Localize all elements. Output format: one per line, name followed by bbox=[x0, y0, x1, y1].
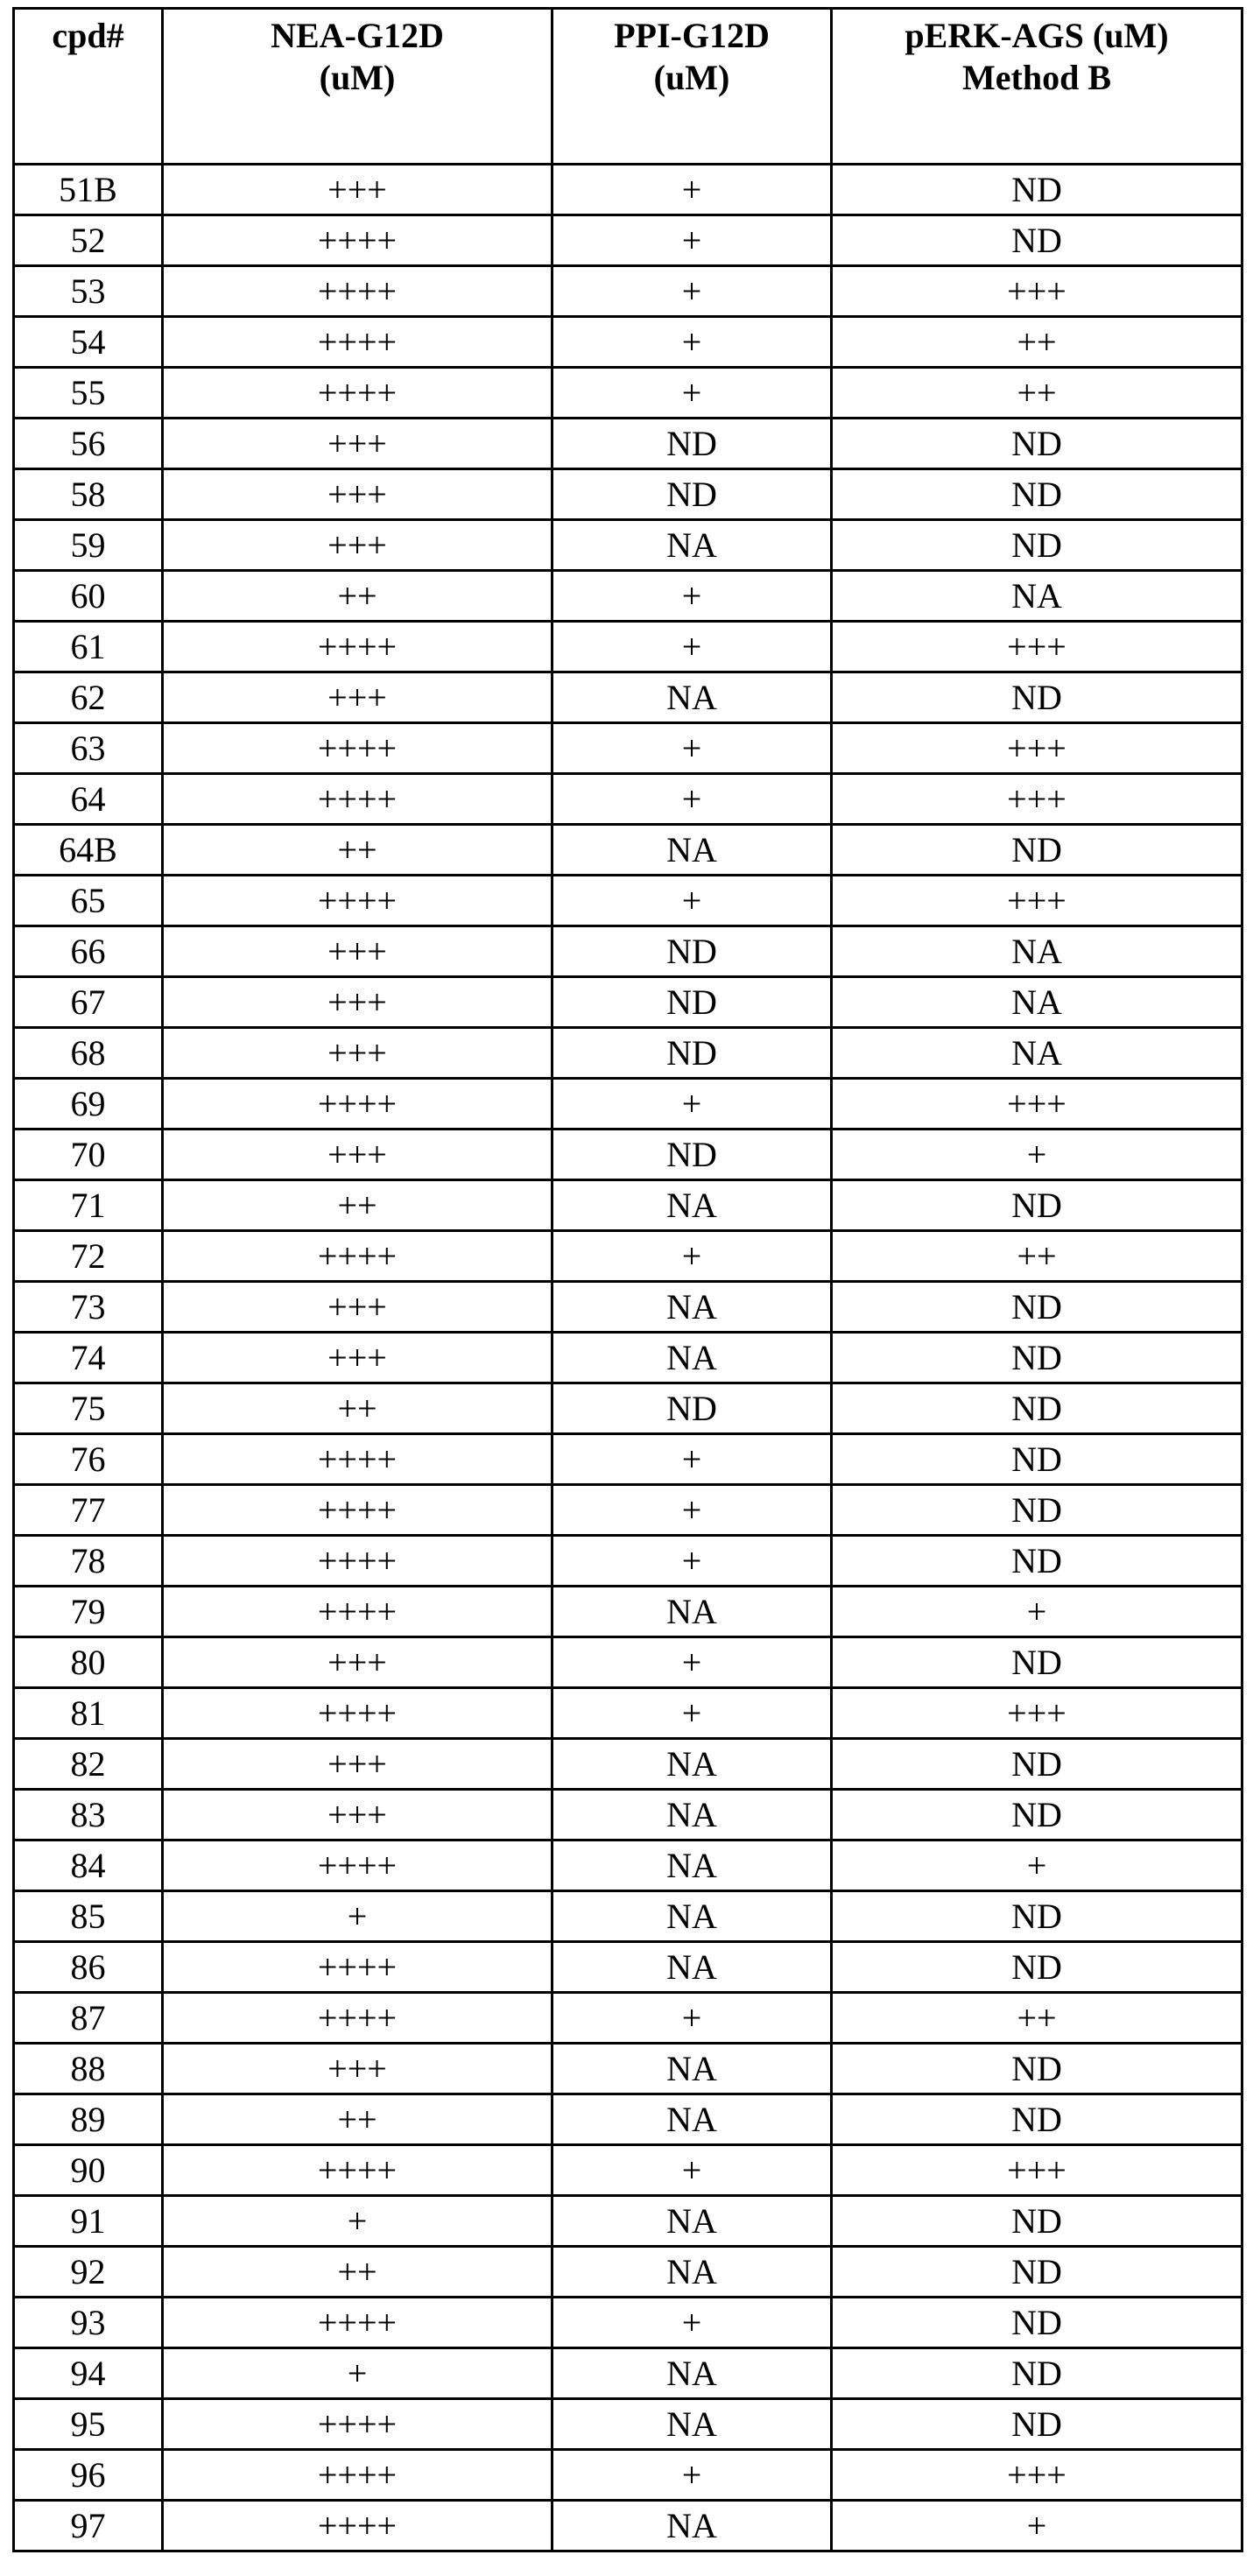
table-row bbox=[14, 2348, 1242, 2399]
cpd-cell: 85 bbox=[14, 1891, 163, 1942]
nea-g12d-cell: ++ bbox=[163, 2094, 553, 2145]
cpd-cell: 59 bbox=[14, 520, 163, 571]
ppi-g12d-cell: + bbox=[553, 774, 832, 825]
ppi-g12d-cell: ND bbox=[553, 419, 832, 469]
table-row bbox=[14, 926, 1242, 977]
cpd-cell: 55 bbox=[14, 368, 163, 419]
table-row bbox=[14, 419, 1242, 469]
cpd-cell: 74 bbox=[14, 1333, 163, 1383]
table-row bbox=[14, 876, 1242, 926]
perk-ags-cell: ND bbox=[832, 2298, 1242, 2348]
perk-ags-cell: ND bbox=[832, 825, 1242, 876]
header-row bbox=[14, 9, 1242, 165]
ppi-g12d-cell: + bbox=[553, 2145, 832, 2196]
table-row bbox=[14, 266, 1242, 317]
table-row bbox=[14, 622, 1242, 672]
header-nea-line2: (uM) bbox=[164, 57, 551, 99]
nea-g12d-cell: ++++ bbox=[163, 266, 553, 317]
nea-g12d-cell: ++++ bbox=[163, 1434, 553, 1485]
nea-g12d-cell: ++++ bbox=[163, 2501, 553, 2551]
perk-ags-cell: ++ bbox=[832, 317, 1242, 368]
perk-ags-cell: ND bbox=[832, 215, 1242, 266]
header-perk-line2: Method B bbox=[833, 57, 1241, 99]
nea-g12d-cell: +++ bbox=[163, 1790, 553, 1841]
perk-ags-cell: ND bbox=[832, 1383, 1242, 1434]
cpd-cell: 58 bbox=[14, 469, 163, 520]
ppi-g12d-cell: NA bbox=[553, 672, 832, 723]
header-nea-line1: NEA-G12D bbox=[164, 15, 551, 57]
header-cpd-line1: cpd# bbox=[15, 15, 161, 57]
cpd-cell: 73 bbox=[14, 1282, 163, 1333]
perk-ags-cell: +++ bbox=[832, 622, 1242, 672]
table-row bbox=[14, 2399, 1242, 2450]
header-cpd bbox=[14, 9, 163, 165]
cpd-cell: 65 bbox=[14, 876, 163, 926]
cpd-cell: 76 bbox=[14, 1434, 163, 1485]
perk-ags-cell: ND bbox=[832, 1637, 1242, 1688]
ppi-g12d-cell: NA bbox=[553, 1790, 832, 1841]
header-perk-ags bbox=[832, 9, 1242, 165]
cpd-cell: 82 bbox=[14, 1739, 163, 1790]
cpd-cell: 62 bbox=[14, 672, 163, 723]
perk-ags-cell: + bbox=[832, 2501, 1242, 2551]
perk-ags-cell: ND bbox=[832, 2094, 1242, 2145]
ppi-g12d-cell: NA bbox=[553, 520, 832, 571]
nea-g12d-cell: + bbox=[163, 2348, 553, 2399]
ppi-g12d-cell: + bbox=[553, 266, 832, 317]
table-row bbox=[14, 1942, 1242, 1993]
table-row bbox=[14, 215, 1242, 266]
cpd-cell: 86 bbox=[14, 1942, 163, 1993]
nea-g12d-cell: ++++ bbox=[163, 1536, 553, 1587]
table-row bbox=[14, 1891, 1242, 1942]
nea-g12d-cell: ++++ bbox=[163, 1231, 553, 1282]
ppi-g12d-cell: + bbox=[553, 1993, 832, 2044]
ppi-g12d-cell: + bbox=[553, 1688, 832, 1739]
perk-ags-cell: ND bbox=[832, 1180, 1242, 1231]
ppi-g12d-cell: + bbox=[553, 1637, 832, 1688]
cpd-cell: 79 bbox=[14, 1587, 163, 1637]
perk-ags-cell: +++ bbox=[832, 774, 1242, 825]
ppi-g12d-cell: + bbox=[553, 622, 832, 672]
nea-g12d-cell: ++++ bbox=[163, 723, 553, 774]
nea-g12d-cell: ++++ bbox=[163, 215, 553, 266]
table-row bbox=[14, 672, 1242, 723]
nea-g12d-cell: +++ bbox=[163, 672, 553, 723]
cpd-cell: 93 bbox=[14, 2298, 163, 2348]
table-row bbox=[14, 1383, 1242, 1434]
perk-ags-cell: ND bbox=[832, 1434, 1242, 1485]
cpd-cell: 90 bbox=[14, 2145, 163, 2196]
table-row bbox=[14, 165, 1242, 215]
table-row bbox=[14, 1536, 1242, 1587]
cpd-cell: 66 bbox=[14, 926, 163, 977]
ppi-g12d-cell: + bbox=[553, 2298, 832, 2348]
cpd-cell: 95 bbox=[14, 2399, 163, 2450]
nea-g12d-cell: ++++ bbox=[163, 368, 553, 419]
perk-ags-cell: NA bbox=[832, 1028, 1242, 1079]
cpd-cell: 52 bbox=[14, 215, 163, 266]
ppi-g12d-cell: ND bbox=[553, 1028, 832, 1079]
ppi-g12d-cell: NA bbox=[553, 2247, 832, 2298]
table-row bbox=[14, 1790, 1242, 1841]
table-row bbox=[14, 1282, 1242, 1333]
header-ppi-line2: (uM) bbox=[553, 57, 830, 99]
ppi-g12d-cell: NA bbox=[553, 2399, 832, 2450]
cpd-cell: 54 bbox=[14, 317, 163, 368]
table-row bbox=[14, 2298, 1242, 2348]
table-row bbox=[14, 1180, 1242, 1231]
cpd-cell: 87 bbox=[14, 1993, 163, 2044]
cpd-cell: 69 bbox=[14, 1079, 163, 1130]
header-perk-line1: pERK-AGS (uM) bbox=[833, 15, 1241, 57]
nea-g12d-cell: ++++ bbox=[163, 2450, 553, 2501]
table-row bbox=[14, 774, 1242, 825]
table-row bbox=[14, 520, 1242, 571]
table-row bbox=[14, 2094, 1242, 2145]
table-row bbox=[14, 571, 1242, 622]
perk-ags-cell: ND bbox=[832, 1739, 1242, 1790]
cpd-cell: 72 bbox=[14, 1231, 163, 1282]
nea-g12d-cell: ++++ bbox=[163, 1587, 553, 1637]
cpd-cell: 91 bbox=[14, 2196, 163, 2247]
cpd-cell: 92 bbox=[14, 2247, 163, 2298]
ppi-g12d-cell: NA bbox=[553, 1180, 832, 1231]
nea-g12d-cell: + bbox=[163, 2196, 553, 2247]
perk-ags-cell: ND bbox=[832, 1485, 1242, 1536]
cpd-cell: 96 bbox=[14, 2450, 163, 2501]
ppi-g12d-cell: ND bbox=[553, 1383, 832, 1434]
cpd-cell: 60 bbox=[14, 571, 163, 622]
perk-ags-cell: ND bbox=[832, 1536, 1242, 1587]
nea-g12d-cell: ++++ bbox=[163, 1942, 553, 1993]
ppi-g12d-cell: NA bbox=[553, 2501, 832, 2551]
table-row bbox=[14, 2044, 1242, 2094]
ppi-g12d-cell: + bbox=[553, 1434, 832, 1485]
perk-ags-cell: +++ bbox=[832, 2145, 1242, 2196]
nea-g12d-cell: ++++ bbox=[163, 876, 553, 926]
cpd-cell: 94 bbox=[14, 2348, 163, 2399]
nea-g12d-cell: +++ bbox=[163, 1333, 553, 1383]
cpd-cell: 97 bbox=[14, 2501, 163, 2551]
nea-g12d-cell: +++ bbox=[163, 2044, 553, 2094]
table-row bbox=[14, 1434, 1242, 1485]
ppi-g12d-cell: NA bbox=[553, 1333, 832, 1383]
table-row bbox=[14, 1688, 1242, 1739]
nea-g12d-cell: ++++ bbox=[163, 1841, 553, 1891]
ppi-g12d-cell: + bbox=[553, 571, 832, 622]
cpd-cell: 61 bbox=[14, 622, 163, 672]
ppi-g12d-cell: + bbox=[553, 1536, 832, 1587]
table-row bbox=[14, 1333, 1242, 1383]
table-row bbox=[14, 1231, 1242, 1282]
ppi-g12d-cell: + bbox=[553, 1231, 832, 1282]
nea-g12d-cell: ++++ bbox=[163, 1079, 553, 1130]
perk-ags-cell: ND bbox=[832, 2399, 1242, 2450]
table-row bbox=[14, 977, 1242, 1028]
table-row bbox=[14, 2247, 1242, 2298]
nea-g12d-cell: + bbox=[163, 1891, 553, 1942]
perk-ags-cell: ND bbox=[832, 2196, 1242, 2247]
perk-ags-cell: +++ bbox=[832, 876, 1242, 926]
nea-g12d-cell: +++ bbox=[163, 165, 553, 215]
nea-g12d-cell: +++ bbox=[163, 1282, 553, 1333]
perk-ags-cell: ++ bbox=[832, 1231, 1242, 1282]
table-row bbox=[14, 2196, 1242, 2247]
table-row bbox=[14, 723, 1242, 774]
ppi-g12d-cell: ND bbox=[553, 1130, 832, 1180]
table-row bbox=[14, 1841, 1242, 1891]
cpd-cell: 53 bbox=[14, 266, 163, 317]
perk-ags-cell: ND bbox=[832, 1891, 1242, 1942]
perk-ags-cell: NA bbox=[832, 977, 1242, 1028]
nea-g12d-cell: +++ bbox=[163, 1739, 553, 1790]
header-ppi-line1: PPI-G12D bbox=[553, 15, 830, 57]
cpd-cell: 80 bbox=[14, 1637, 163, 1688]
cpd-cell: 89 bbox=[14, 2094, 163, 2145]
perk-ags-cell: + bbox=[832, 1587, 1242, 1637]
perk-ags-cell: ND bbox=[832, 2247, 1242, 2298]
table-row bbox=[14, 368, 1242, 419]
ppi-g12d-cell: ND bbox=[553, 977, 832, 1028]
nea-g12d-cell: ++++ bbox=[163, 622, 553, 672]
ppi-g12d-cell: + bbox=[553, 215, 832, 266]
cpd-cell: 78 bbox=[14, 1536, 163, 1587]
perk-ags-cell: NA bbox=[832, 571, 1242, 622]
perk-ags-cell: +++ bbox=[832, 723, 1242, 774]
nea-g12d-cell: +++ bbox=[163, 1637, 553, 1688]
nea-g12d-cell: ++ bbox=[163, 2247, 553, 2298]
ppi-g12d-cell: NA bbox=[553, 825, 832, 876]
perk-ags-cell: ND bbox=[832, 2044, 1242, 2094]
header-nea-g12d bbox=[163, 9, 553, 165]
nea-g12d-cell: ++++ bbox=[163, 2298, 553, 2348]
ppi-g12d-cell: + bbox=[553, 723, 832, 774]
nea-g12d-cell: ++ bbox=[163, 1383, 553, 1434]
perk-ags-cell: ND bbox=[832, 520, 1242, 571]
perk-ags-cell: ND bbox=[832, 1282, 1242, 1333]
perk-ags-cell: +++ bbox=[832, 1688, 1242, 1739]
ppi-g12d-cell: + bbox=[553, 876, 832, 926]
table-row bbox=[14, 1739, 1242, 1790]
perk-ags-cell: +++ bbox=[832, 1079, 1242, 1130]
table-row bbox=[14, 1993, 1242, 2044]
perk-ags-cell: ND bbox=[832, 672, 1242, 723]
nea-g12d-cell: ++++ bbox=[163, 2399, 553, 2450]
cpd-cell: 64 bbox=[14, 774, 163, 825]
ppi-g12d-cell: NA bbox=[553, 2348, 832, 2399]
table-body bbox=[14, 165, 1242, 2551]
nea-g12d-cell: ++ bbox=[163, 825, 553, 876]
cpd-cell: 75 bbox=[14, 1383, 163, 1434]
activity-table bbox=[12, 7, 1243, 2552]
ppi-g12d-cell: NA bbox=[553, 1587, 832, 1637]
nea-g12d-cell: +++ bbox=[163, 469, 553, 520]
table-row bbox=[14, 1587, 1242, 1637]
cpd-cell: 71 bbox=[14, 1180, 163, 1231]
perk-ags-cell: + bbox=[832, 1130, 1242, 1180]
ppi-g12d-cell: + bbox=[553, 1485, 832, 1536]
cpd-cell: 83 bbox=[14, 1790, 163, 1841]
table-row bbox=[14, 1130, 1242, 1180]
table-row bbox=[14, 1485, 1242, 1536]
perk-ags-cell: ++ bbox=[832, 368, 1242, 419]
nea-g12d-cell: ++++ bbox=[163, 774, 553, 825]
cpd-cell: 70 bbox=[14, 1130, 163, 1180]
table-row bbox=[14, 317, 1242, 368]
perk-ags-cell: ++ bbox=[832, 1993, 1242, 2044]
ppi-g12d-cell: NA bbox=[553, 1891, 832, 1942]
ppi-g12d-cell: ND bbox=[553, 469, 832, 520]
ppi-g12d-cell: + bbox=[553, 1079, 832, 1130]
table-row bbox=[14, 825, 1242, 876]
table-row bbox=[14, 1079, 1242, 1130]
cpd-cell: 84 bbox=[14, 1841, 163, 1891]
perk-ags-cell: ND bbox=[832, 1942, 1242, 1993]
cpd-cell: 64B bbox=[14, 825, 163, 876]
cpd-cell: 88 bbox=[14, 2044, 163, 2094]
ppi-g12d-cell: NA bbox=[553, 2196, 832, 2247]
nea-g12d-cell: ++++ bbox=[163, 317, 553, 368]
cpd-cell: 63 bbox=[14, 723, 163, 774]
header-ppi-g12d bbox=[553, 9, 832, 165]
table-row bbox=[14, 1028, 1242, 1079]
ppi-g12d-cell: + bbox=[553, 165, 832, 215]
ppi-g12d-cell: NA bbox=[553, 1942, 832, 1993]
table-row bbox=[14, 2145, 1242, 2196]
nea-g12d-cell: +++ bbox=[163, 1130, 553, 1180]
perk-ags-cell: ND bbox=[832, 165, 1242, 215]
nea-g12d-cell: ++++ bbox=[163, 1485, 553, 1536]
ppi-g12d-cell: NA bbox=[553, 1282, 832, 1333]
perk-ags-cell: ND bbox=[832, 419, 1242, 469]
nea-g12d-cell: ++++ bbox=[163, 2145, 553, 2196]
ppi-g12d-cell: ND bbox=[553, 926, 832, 977]
nea-g12d-cell: +++ bbox=[163, 1028, 553, 1079]
nea-g12d-cell: ++++ bbox=[163, 1688, 553, 1739]
cpd-cell: 56 bbox=[14, 419, 163, 469]
cpd-cell: 68 bbox=[14, 1028, 163, 1079]
cpd-cell: 77 bbox=[14, 1485, 163, 1536]
ppi-g12d-cell: + bbox=[553, 2450, 832, 2501]
table-row bbox=[14, 2450, 1242, 2501]
table-row bbox=[14, 2501, 1242, 2551]
perk-ags-cell: +++ bbox=[832, 2450, 1242, 2501]
ppi-g12d-cell: + bbox=[553, 368, 832, 419]
perk-ags-cell: +++ bbox=[832, 266, 1242, 317]
nea-g12d-cell: +++ bbox=[163, 419, 553, 469]
ppi-g12d-cell: NA bbox=[553, 2044, 832, 2094]
ppi-g12d-cell: NA bbox=[553, 1841, 832, 1891]
perk-ags-cell: ND bbox=[832, 2348, 1242, 2399]
perk-ags-cell: NA bbox=[832, 926, 1242, 977]
perk-ags-cell: + bbox=[832, 1841, 1242, 1891]
ppi-g12d-cell: + bbox=[553, 317, 832, 368]
nea-g12d-cell: +++ bbox=[163, 520, 553, 571]
perk-ags-cell: ND bbox=[832, 1333, 1242, 1383]
cpd-cell: 51B bbox=[14, 165, 163, 215]
nea-g12d-cell: +++ bbox=[163, 977, 553, 1028]
perk-ags-cell: ND bbox=[832, 1790, 1242, 1841]
perk-ags-cell: ND bbox=[832, 469, 1242, 520]
cpd-cell: 81 bbox=[14, 1688, 163, 1739]
table-row bbox=[14, 469, 1242, 520]
nea-g12d-cell: +++ bbox=[163, 926, 553, 977]
nea-g12d-cell: ++ bbox=[163, 571, 553, 622]
ppi-g12d-cell: NA bbox=[553, 2094, 832, 2145]
ppi-g12d-cell: NA bbox=[553, 1739, 832, 1790]
nea-g12d-cell: ++ bbox=[163, 1180, 553, 1231]
cpd-cell: 67 bbox=[14, 977, 163, 1028]
table-row bbox=[14, 1637, 1242, 1688]
nea-g12d-cell: ++++ bbox=[163, 1993, 553, 2044]
